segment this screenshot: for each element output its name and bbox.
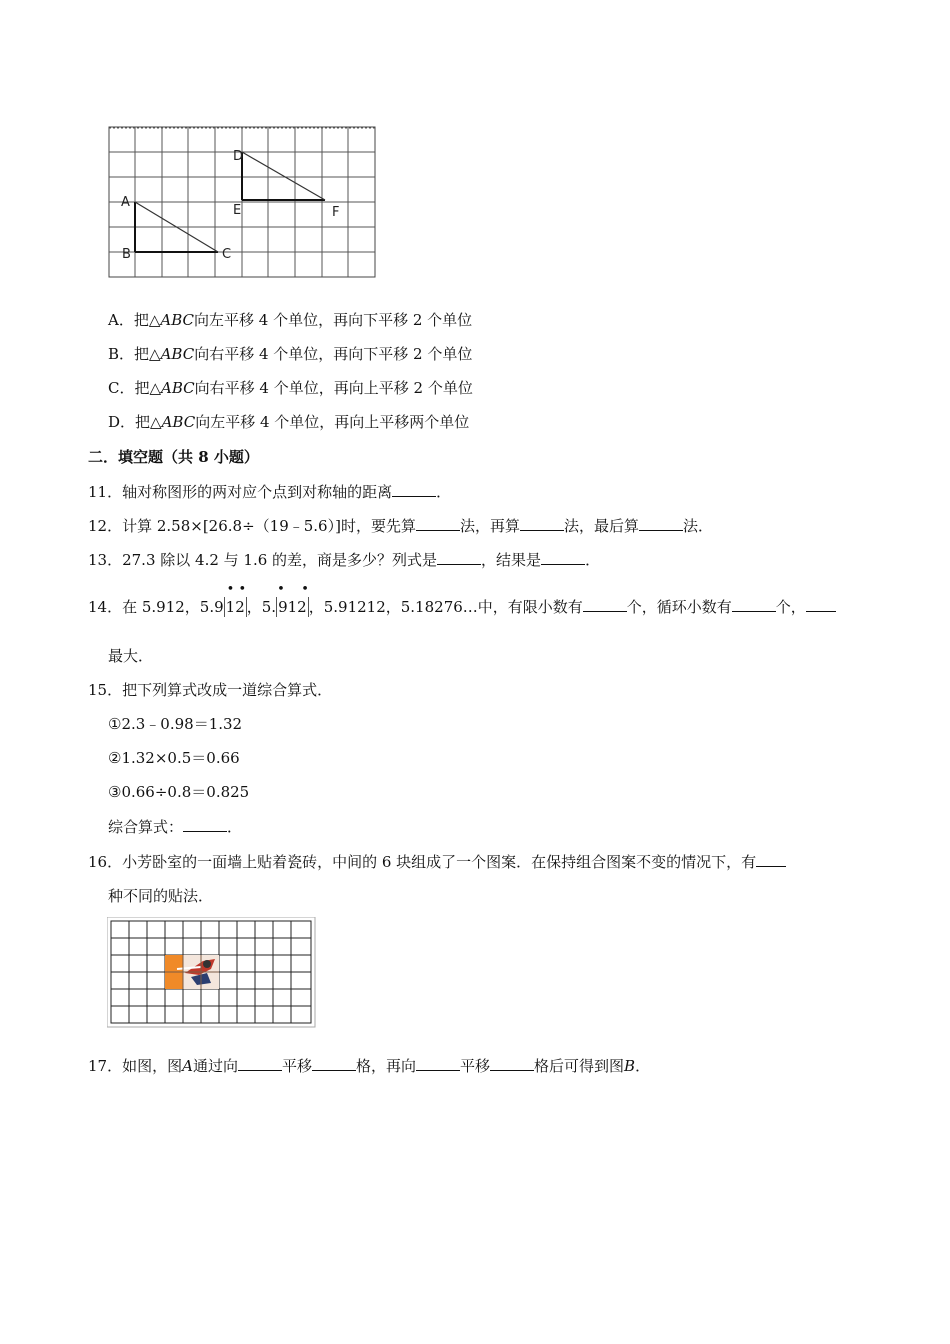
answer-blank[interactable] [732, 596, 776, 612]
answer-blank[interactable] [541, 549, 585, 565]
answer-blank[interactable] [392, 481, 436, 497]
question-16: 16．小芳卧室的一面墙上贴着瓷砖，中间的 6 块组成了一个图案．在保持组合图案不变的情况下，有 [88, 851, 786, 872]
option-b: B．把△ABC向右平移 4 个单位，再向下平移 2 个单位 [108, 345, 473, 363]
answer-blank[interactable] [416, 515, 460, 531]
answer-blank[interactable] [490, 1055, 534, 1071]
triangle-grid-figure [108, 126, 378, 281]
option-c: C．把△ABC向右平移 4 个单位，再向上平移 2 个单位 [108, 379, 473, 397]
label-A: A [121, 195, 130, 210]
section-heading: 二．填空题（共 8 小题） [88, 448, 259, 466]
label-C: C [222, 247, 232, 262]
question-14-continued: 最大． [108, 647, 154, 665]
question-17: 17．如图，图A通过向 平移 格，再向 平移 格后可得到图B． [88, 1057, 651, 1075]
repeating-digits-1: • • 12 [225, 582, 247, 616]
question-15: 15．把下列算式改成一道综合算式． [88, 681, 333, 699]
answer-blank[interactable] [312, 1055, 356, 1071]
answer-blank[interactable] [437, 549, 481, 565]
repeating-digits-2: • • 912 [277, 582, 309, 616]
label-E: E [233, 203, 242, 218]
step-3: ③0.66÷0.8＝0.825 [108, 783, 250, 801]
tile-wall-figure [107, 917, 317, 1029]
answer-blank[interactable] [416, 1055, 460, 1071]
step-1: ①2.3﹣0.98＝1.32 [108, 715, 243, 733]
label-B: B [122, 247, 131, 262]
answer-blank[interactable] [238, 1055, 282, 1071]
label-F: F [332, 205, 340, 220]
question-14: 14．在 5.912，5.9 • • 12 ，5. • • 912 ，5.91212，5.18276…中，有限小数有 个，循环小数有 个， [88, 596, 836, 617]
tile-pattern-image [165, 955, 219, 989]
answer-blank[interactable] [583, 596, 627, 612]
question-13: 13．27.3 除以 4.2 与 1.6 的差，商是多少？列式是 ，结果是 ． [88, 551, 601, 569]
question-12: 12．计算 2.58×[26.8÷（19﹣5.6）]时，要先算 法，再算 法，最后算 法． [88, 517, 713, 535]
step-2: ②1.32×0.5＝0.66 [108, 749, 240, 767]
answer-blank[interactable] [520, 515, 564, 531]
option-a: A．把△ABC向左平移 4 个单位，再向下平移 2 个单位 [108, 311, 473, 329]
combined-formula: 综合算式： ． [108, 818, 243, 836]
answer-blank[interactable] [183, 816, 227, 832]
answer-blank[interactable] [639, 515, 683, 531]
option-d: D．把△ABC向左平移 4 个单位，再向上平移两个单位 [108, 413, 470, 431]
label-D: D [233, 149, 244, 164]
answer-blank[interactable] [806, 596, 836, 612]
question-11: 11．轴对称图形的两对应个点到对称轴的距离 ． [88, 483, 452, 501]
question-16-continued: 种不同的贴法． [108, 887, 214, 905]
answer-blank[interactable] [756, 851, 786, 867]
